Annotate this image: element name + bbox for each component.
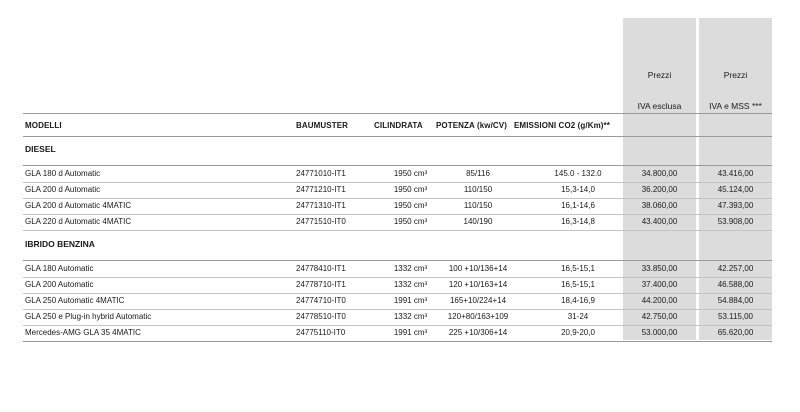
cell-baumuster: 24771310-IT1 <box>296 201 346 210</box>
cell-modello: GLA 200 d Automatic <box>25 185 101 194</box>
table-row <box>23 293 772 309</box>
cell-iva-mss: 47.393,00 <box>717 201 754 210</box>
section-title-diesel: DIESEL <box>25 144 56 154</box>
cell-cilindrata: 1332 cm³ <box>393 264 428 273</box>
cell-iva-esclusa: 44.200,00 <box>641 296 678 305</box>
cell-baumuster: 24778510-IT0 <box>296 312 346 321</box>
cell-potenza: 85/116 <box>466 169 490 178</box>
cell-baumuster: 24778710-IT1 <box>296 280 346 289</box>
cell-baumuster: 24771010-IT1 <box>296 169 346 178</box>
cell-potenza: 120+80/163+109 <box>447 312 509 321</box>
cell-cilindrata: 1950 cm³ <box>393 185 428 194</box>
cell-cilindrata: 1991 cm³ <box>393 328 428 337</box>
header-top-rule <box>23 113 772 114</box>
cell-cilindrata: 1950 cm³ <box>393 169 428 178</box>
cell-cilindrata: 1332 cm³ <box>393 280 428 289</box>
cell-emissioni: 16,3-14,8 <box>561 217 595 226</box>
cell-iva-esclusa: 38.060,00 <box>641 201 678 210</box>
cell-potenza: 140/190 <box>463 217 493 226</box>
cell-iva-mss: 46.588,00 <box>717 280 754 289</box>
cell-cilindrata: 1332 cm³ <box>393 312 428 321</box>
cell-potenza: 120 +10/163+14 <box>448 280 508 289</box>
cell-potenza: 165+10/224+14 <box>449 296 507 305</box>
cell-potenza: 225 +10/306+14 <box>448 328 508 337</box>
table-row <box>23 182 772 198</box>
cell-baumuster: 24771210-IT1 <box>296 185 346 194</box>
cell-iva-esclusa: 53.000,00 <box>641 328 678 337</box>
header-cilindrata: CILINDRATA <box>374 121 423 130</box>
table-row <box>23 309 772 325</box>
cell-modello: GLA 250 e Plug-in hybrid Automatic <box>25 312 152 321</box>
table-row <box>23 198 772 214</box>
cell-modello: GLA 250 Automatic 4MATIC <box>25 296 125 305</box>
cell-modello: GLA 200 Automatic <box>25 280 94 289</box>
cell-modello: GLA 220 d Automatic 4MATIC <box>25 217 132 226</box>
cell-emissioni: 18,4-16,9 <box>561 296 595 305</box>
cell-cilindrata: 1950 cm³ <box>393 217 428 226</box>
cell-emissioni: 16,5-15,1 <box>561 280 595 289</box>
header-potenza: POTENZA (kw/CV) <box>436 121 507 130</box>
cell-potenza: 110/150 <box>463 201 493 210</box>
table-row <box>23 277 772 293</box>
cell-emissioni: 15,3-14,0 <box>561 185 595 194</box>
cell-baumuster: 24778410-IT1 <box>296 264 346 273</box>
cell-iva-esclusa: 43.400,00 <box>641 217 678 226</box>
cell-baumuster: 24771510-IT0 <box>296 217 346 226</box>
table-row <box>23 325 772 341</box>
header-bottom-rule <box>23 136 772 137</box>
cell-potenza: 110/150 <box>463 185 493 194</box>
cell-emissioni: 31-24 <box>567 312 589 321</box>
cell-emissioni: 20,9-20,0 <box>561 328 595 337</box>
cell-modello: GLA 200 d Automatic 4MATIC <box>25 201 132 210</box>
header-modelli: MODELLI <box>25 121 62 130</box>
cell-iva-mss: 43.416,00 <box>717 169 754 178</box>
table-row <box>23 214 772 230</box>
cell-baumuster: 24775110-IT0 <box>296 328 346 337</box>
cell-iva-mss: 54.884,00 <box>717 296 754 305</box>
cell-iva-mss: 53.115,00 <box>718 312 753 321</box>
table-row <box>23 261 772 277</box>
cell-iva-mss: 42.257,00 <box>717 264 754 273</box>
cell-emissioni: 145.0 - 132.0 <box>554 169 602 178</box>
header-emissioni: EMISSIONI CO2 (g/Km)** <box>514 121 610 130</box>
cell-iva-mss: 65.620,00 <box>717 328 754 337</box>
cell-iva-esclusa: 42.750,00 <box>641 312 678 321</box>
cell-iva-esclusa: 34.800,00 <box>641 169 678 178</box>
section-title-ibrido-benzina: IBRIDO BENZINA <box>25 239 95 249</box>
cell-emissioni: 16,1-14,6 <box>561 201 595 210</box>
price-col1-title: Prezzi <box>647 70 672 80</box>
cell-modello: GLA 180 Automatic <box>25 264 94 273</box>
cell-iva-esclusa: 36.200,00 <box>641 185 678 194</box>
cell-iva-mss: 45.124,00 <box>717 185 754 194</box>
cell-cilindrata: 1950 cm³ <box>393 201 428 210</box>
cell-iva-esclusa: 33.850,00 <box>641 264 678 273</box>
cell-modello: Mercedes-AMG GLA 35 4MATIC <box>25 328 141 337</box>
price-col2-subtitle: IVA e MSS *** <box>709 101 762 111</box>
price-col1-subtitle: IVA esclusa <box>637 101 682 111</box>
header-baumuster: BAUMUSTER <box>296 121 349 130</box>
price-col2-title: Prezzi <box>723 70 748 80</box>
cell-potenza: 100 +10/136+14 <box>448 264 508 273</box>
cell-iva-mss: 53.908,00 <box>717 217 754 226</box>
row-divider <box>23 230 772 231</box>
table-bottom-rule <box>23 341 772 342</box>
cell-baumuster: 24774710-IT0 <box>296 296 346 305</box>
table-row <box>23 166 772 182</box>
cell-iva-esclusa: 37.400,00 <box>641 280 678 289</box>
cell-modello: GLA 180 d Automatic <box>25 169 101 178</box>
cell-cilindrata: 1991 cm³ <box>393 296 428 305</box>
cell-emissioni: 16,5-15,1 <box>561 264 595 273</box>
